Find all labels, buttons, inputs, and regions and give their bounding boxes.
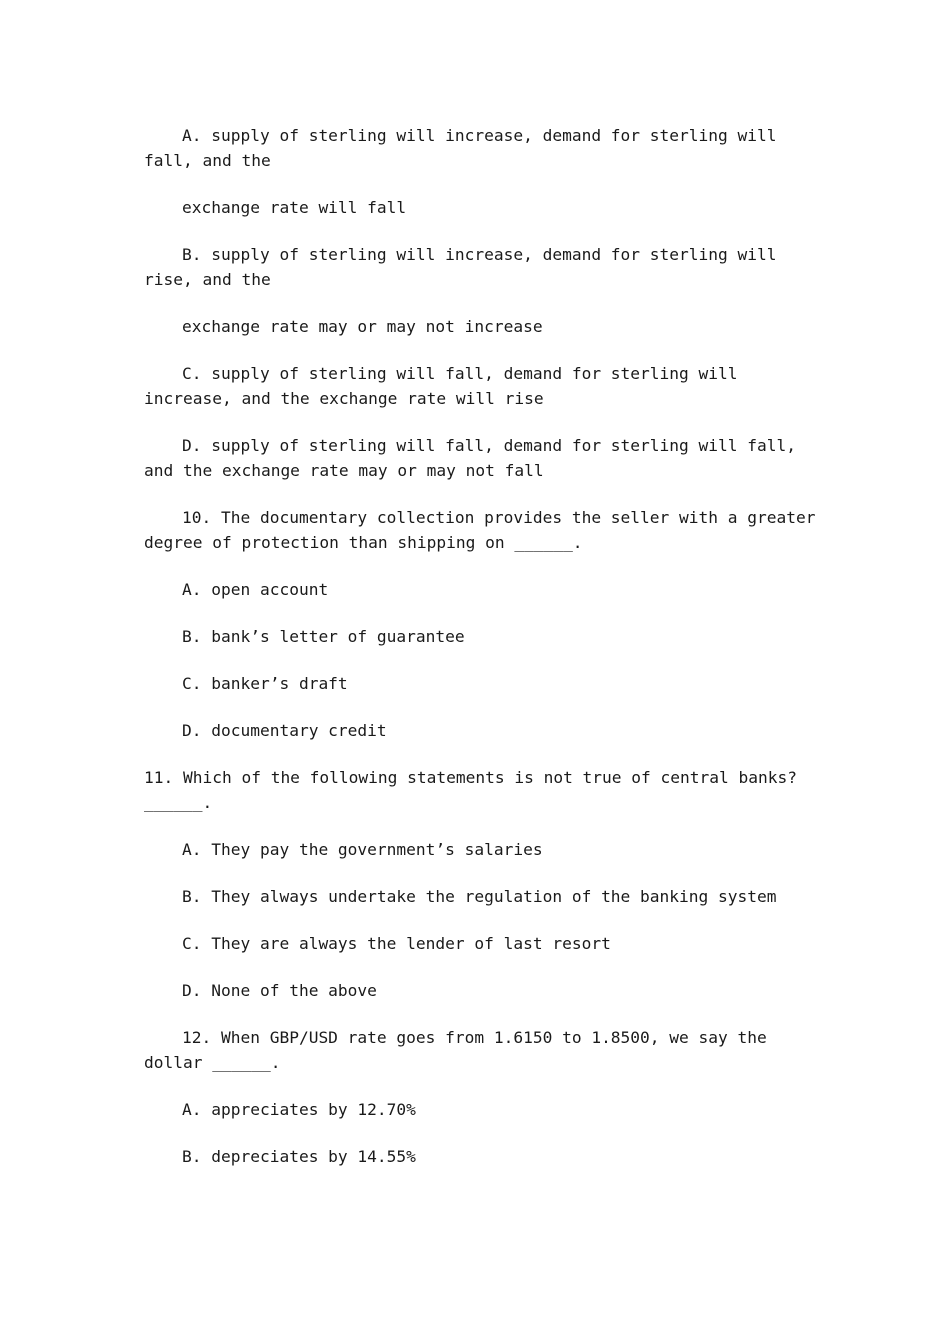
- q12-question: 12. When GBP/USD rate goes from 1.6150 to 1.8500, we say the dollar ______.: [144, 1028, 777, 1072]
- q9-option-a: A. supply of sterling will increase, demand for sterling will fall, and the: [144, 126, 787, 170]
- q9-option-d: D. supply of sterling will fall, demand for sterling will fall, and the exchange rate may or may not fall: [144, 436, 806, 480]
- q11-question: 11. Which of the following statements is not true of central banks? ______.: [144, 768, 807, 812]
- q10-option-d: D. documentary credit: [182, 721, 387, 740]
- q11-option-b: B. They always undertake the regulation of the banking system: [182, 887, 777, 906]
- q9-option-b: B. supply of sterling will increase, demand for sterling will rise, and the: [144, 245, 787, 289]
- q10-option-b: B. bank’s letter of guarantee: [182, 627, 465, 646]
- q10-option-c: C. banker’s draft: [182, 674, 348, 693]
- q11-option-a: A. They pay the government’s salaries: [182, 840, 543, 859]
- q9-option-c: C. supply of sterling will fall, demand for sterling will increase, and the exchange rate will rise: [144, 364, 748, 408]
- q11-option-d: D. None of the above: [182, 981, 377, 1000]
- document-body: [144, 123, 826, 1191]
- q12-option-a: A. appreciates by 12.70%: [182, 1100, 416, 1119]
- q10-option-a: A. open account: [182, 580, 329, 599]
- q9-option-b-continued: exchange rate may or may not increase: [182, 317, 543, 336]
- q10-question: 10. The documentary collection provides the seller with a greater degree of protection than shipping on ______.: [144, 508, 826, 552]
- q12-option-b: B. depreciates by 14.55%: [182, 1147, 416, 1166]
- q11-option-c: C. They are always the lender of last resort: [182, 934, 611, 953]
- q9-option-a-continued: exchange rate will fall: [182, 198, 407, 217]
